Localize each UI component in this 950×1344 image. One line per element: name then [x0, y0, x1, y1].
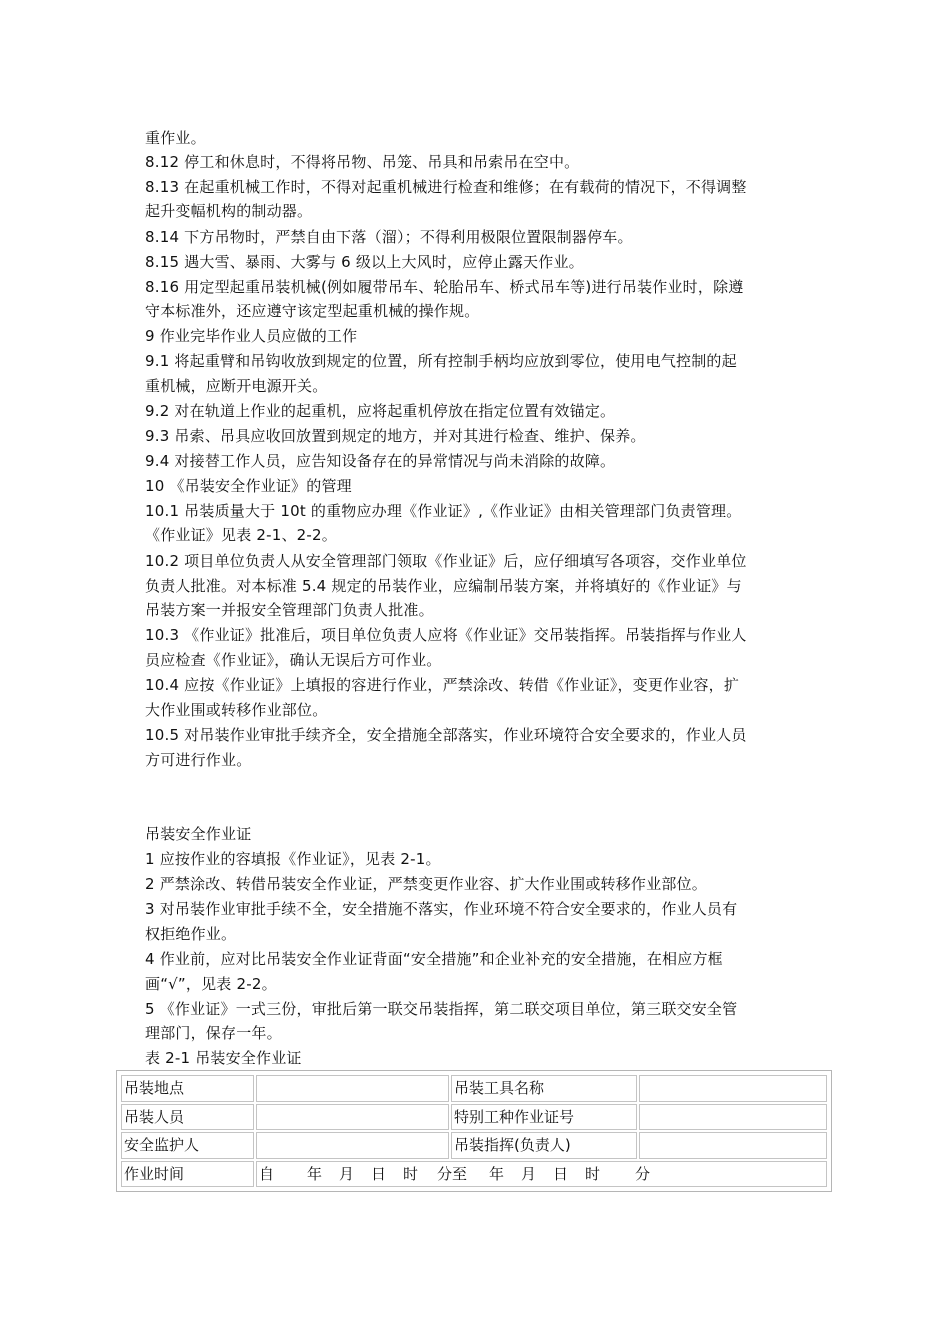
- table-caption: 表 2-1 吊装安全作业证: [145, 1049, 302, 1067]
- time-part: 时: [585, 1164, 601, 1183]
- text-line: 8.15 遇大雪、暴雨、大雾与 6 级以上大风时，应停止露天作业。: [145, 253, 584, 271]
- table-row: [121, 1132, 827, 1159]
- time-part: 年: [307, 1164, 323, 1183]
- text-line: 守本标准外，还应遵守该定型起重机械的操作规。: [145, 302, 480, 320]
- text-line: 员应检查《作业证》，确认无误后方可作业。: [145, 651, 442, 669]
- text-line: 2 严禁涂改、转借吊装安全作业证，严禁变更作业容、扩大作业围或转移作业部位。: [145, 875, 707, 893]
- table-label-cell: 吊装指挥(负责人): [451, 1132, 637, 1159]
- text-line: 4 作业前，应对比吊装安全作业证背面“安全措施”和企业补充的安全措施，在相应方框: [145, 950, 723, 968]
- time-part: 分: [635, 1164, 651, 1183]
- text-line: 10.1 吊装质量大于 10t 的重物应办理《作业证》,《作业证》由相关管理部门负责管理。: [145, 502, 742, 520]
- time-part: 日: [553, 1164, 569, 1183]
- text-line: 权拒绝作业。: [145, 925, 237, 943]
- text-line: 吊装方案一并报安全管理部门负责人批准。: [145, 601, 434, 619]
- text-line: 10.2 项目单位负责人从安全管理部门领取《作业证》后，应仔细填写各项容，交作业单位: [145, 552, 747, 570]
- section-heading: 9 作业完毕作业人员应做的工作: [145, 327, 358, 345]
- time-part: 分至: [437, 1164, 468, 1183]
- text-line: 起升变幅机构的制动器。: [145, 202, 313, 220]
- time-part: 时: [403, 1164, 419, 1183]
- text-line: 画“√”，见表 2-2。: [145, 975, 277, 993]
- table-value-cell[interactable]: [256, 1132, 449, 1159]
- text-line: 大作业围或转移作业部位。: [145, 701, 328, 719]
- text-line: 9.3 吊索、吊具应收回放置到规定的地方，并对其进行检查、维护、保养。: [145, 427, 646, 445]
- text-line: 《作业证》见表 2-1、2-2。: [145, 526, 337, 544]
- table-label-cell: 特别工种作业证号: [451, 1104, 637, 1131]
- text-line: 方可进行作业。: [145, 751, 252, 769]
- table-value-cell[interactable]: [639, 1075, 827, 1102]
- text-line: 10.4 应按《作业证》上填报的容进行作业，严禁涂改、转借《作业证》，变更作业容，扩: [145, 676, 740, 694]
- table-value-cell[interactable]: [256, 1075, 449, 1102]
- text-line: 8.14 下方吊物时，严禁自由下落（溜）；不得利用极限位置限制器停车。: [145, 228, 633, 246]
- text-line: 9.4 对接替工作人员，应告知设备存在的异常情况与尚未消除的故障。: [145, 452, 616, 470]
- text-line: 3 对吊装作业审批手续不全，安全措施不落实，作业环境不符合安全要求的，作业人员有: [145, 900, 738, 918]
- text-line: 重作业。: [145, 129, 206, 147]
- time-part: 月: [339, 1164, 355, 1183]
- time-part: 年: [489, 1164, 505, 1183]
- text-line: 1 应按作业的容填报《作业证》，见表 2-1。: [145, 850, 441, 868]
- text-line: 理部门，保存一年。: [145, 1024, 282, 1042]
- table-value-cell[interactable]: [256, 1104, 449, 1131]
- text-line: 9.2 对在轨道上作业的起重机，应将起重机停放在指定位置有效锚定。: [145, 402, 616, 420]
- table-value-cell[interactable]: [639, 1104, 827, 1131]
- section-heading: 10 《吊装安全作业证》的管理: [145, 477, 352, 495]
- text-line: 8.12 停工和休息时，不得将吊物、吊笼、吊具和吊索吊在空中。: [145, 153, 580, 171]
- table-value-cell[interactable]: [639, 1132, 827, 1159]
- text-line: 重机械，应断开电源开关。: [145, 377, 328, 395]
- table-label-cell: 吊装人员: [121, 1104, 254, 1131]
- section-heading: 吊装安全作业证: [145, 825, 252, 843]
- text-line: 10.5 对吊装作业审批手续齐全，安全措施全部落实，作业环境符合安全要求的，作业人员: [145, 726, 747, 744]
- table-row: [121, 1161, 827, 1188]
- text-line: 5 《作业证》一式三份，审批后第一联交吊装指挥，第二联交项目单位，第三联交安全管: [145, 1000, 738, 1018]
- text-line: 8.13 在起重机械工作时，不得对起重机械进行检查和维修；在有载荷的情况下，不得调整: [145, 178, 747, 196]
- text-line: 8.16 用定型起重吊装机械(例如履带吊车、轮胎吊车、桥式吊车等)进行吊装作业时，除遵: [145, 278, 744, 296]
- table-label-cell: 吊装地点: [121, 1075, 254, 1102]
- table-label-cell: 作业时间: [121, 1161, 254, 1188]
- text-line: 负责人批准。对本标准 5.4 规定的吊装作业，应编制吊装方案，并将填好的《作业证》与: [145, 577, 742, 595]
- table-row: [121, 1075, 827, 1102]
- work-time-cell[interactable]: [256, 1161, 827, 1188]
- text-line: 9.1 将起重臂和吊钩收放到规定的位置，所有控制手柄均应放到零位，使用电气控制的起: [145, 352, 737, 370]
- text-line: 10.3 《作业证》批准后，项目单位负责人应将《作业证》交吊装指挥。吊装指挥与作业人: [145, 626, 747, 644]
- time-part: 日: [371, 1164, 387, 1183]
- table-label-cell: 安全监护人: [121, 1132, 254, 1159]
- time-part: 月: [521, 1164, 537, 1183]
- table-row: [121, 1104, 827, 1131]
- time-part: 自: [259, 1164, 275, 1183]
- work-permit-table: [116, 1070, 832, 1192]
- table-label-cell: 吊装工具名称: [451, 1075, 637, 1102]
